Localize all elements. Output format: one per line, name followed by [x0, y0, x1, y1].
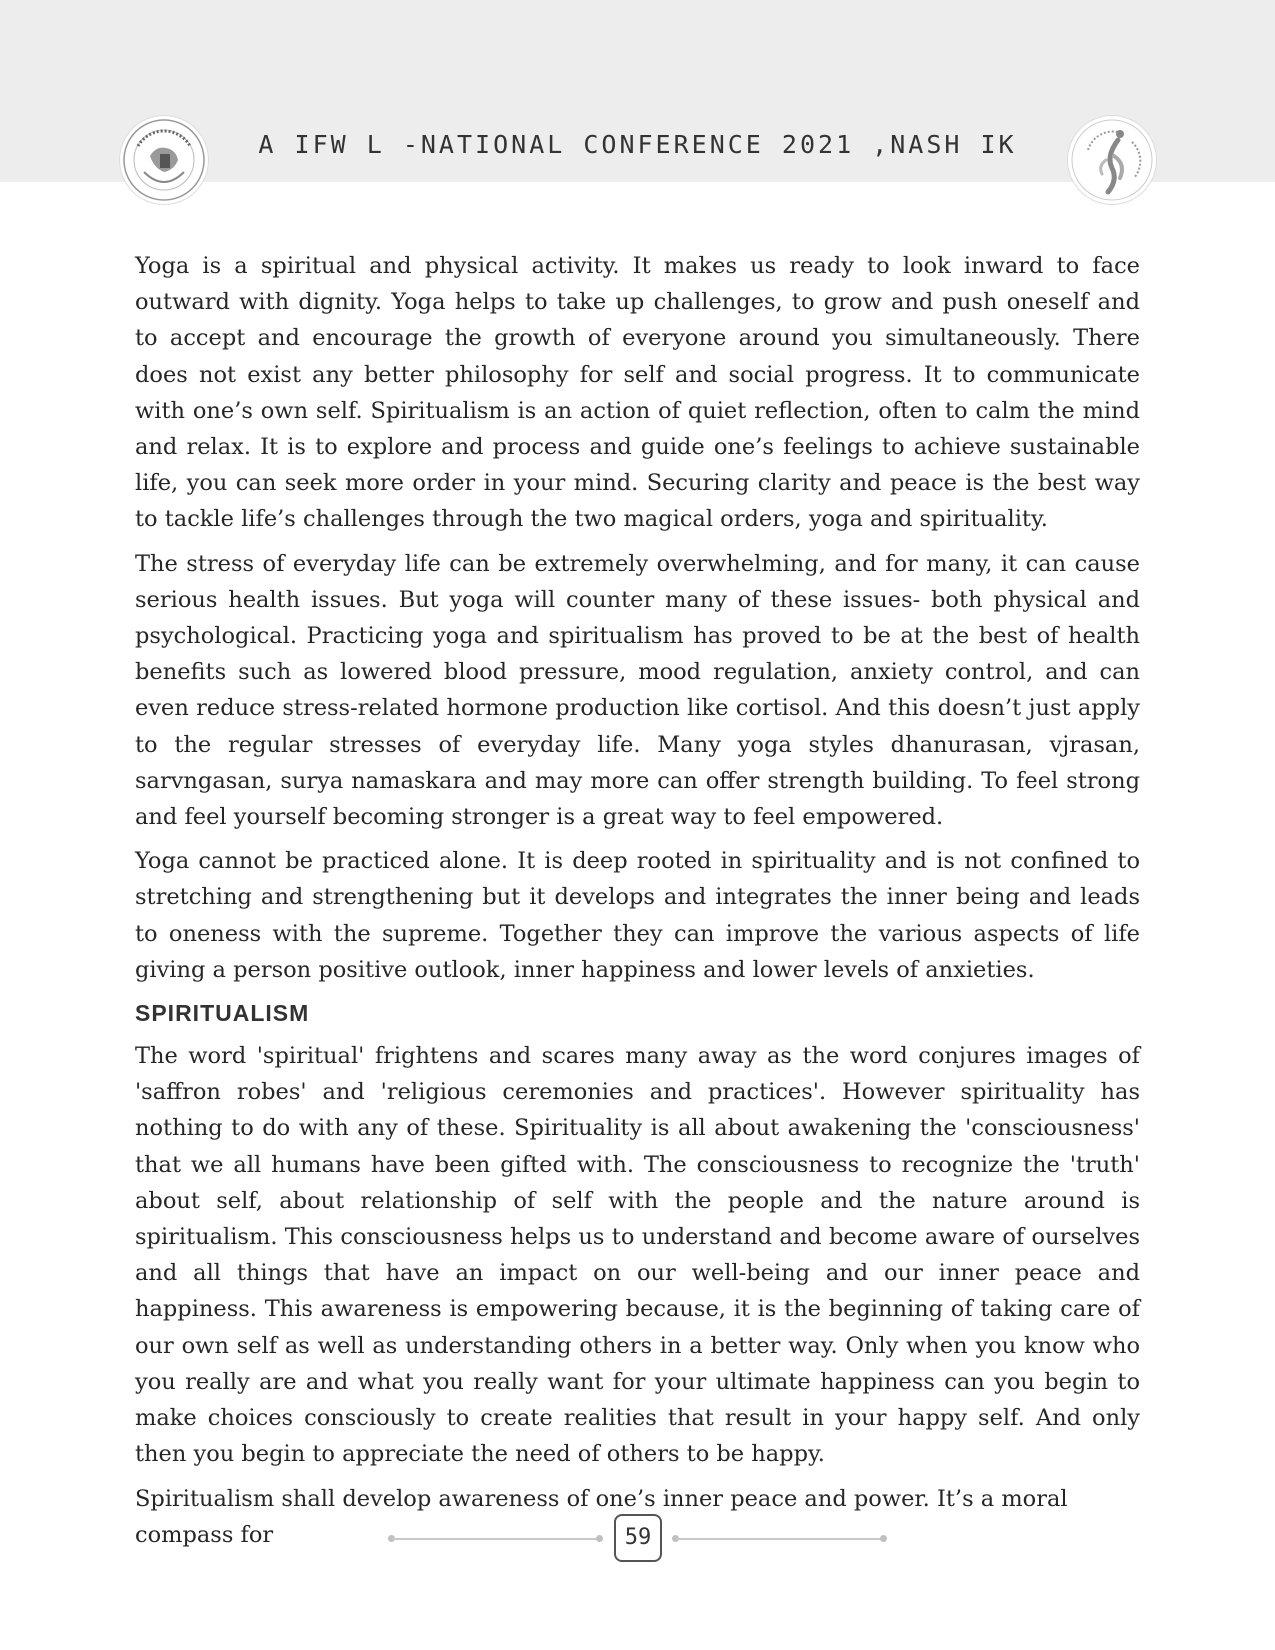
footer-rule-right	[676, 1538, 884, 1540]
article-body	[135, 248, 1140, 1561]
page-footer	[0, 1514, 1275, 1564]
footer-ornament-dot	[880, 1535, 887, 1542]
paragraph: Spiritualism shall develop awareness of one’s inner peace and power. It’s a moral compass for	[135, 1485, 1068, 1548]
conference-title: A IFW L -NATIONAL CONFERENCE 2021 ,NASH IK	[258, 130, 1017, 159]
paragraph: The stress of everyday life can be extremely overwhelming, and for many, it can cause serious health issues. But yoga will counter many of these issues- both physical and psychological. Practicing yoga and spiritualism has proved to be at the best of health benefits such as lowered blood pressure, mood regulation, anxiety control, and can even reduce stress-related hormone production like cortisol. And this doesn’t just apply to the regular stresses of everyday life. Many yoga styles dhanurasan, vjrasan, sarvngasan, surya namaskara and may more can offer strength building. To feel strong and feel yourself becoming stronger is a great way to feel empowered.	[135, 550, 1140, 831]
paragraph: Yoga is a spiritual and physical activity. It makes us ready to look inward to face outward with dignity. Yoga helps to take up challenges, to grow and push oneself and to accept and encourage the growth of everyone around you simultaneously. There does not exist any better philosophy for self and social progress. It to communicate with one’s own self. Spiritualism is an action of quiet reflection, often to calm the mind and relax. It is to explore and process and guide one’s feelings to achieve sustainable life, you can seek more order in your mind. Securing clarity and peace is the best way to tackle life’s challenges through the two magical orders, yoga and spirituality.	[135, 253, 1140, 533]
paragraph: The word 'spiritual' frightens and scares many away as the word conjures images of 'saffron robes' and 'religious ceremonies and practices'. However spirituality has nothing to do with any of these. Spirituality is all about awakening the 'consciousness' that we all humans have been gifted with. The consciousness to recognize the 'truth' about self, about relationship of self with the people and the nature around is spiritualism. This consciousness helps us to understand and become aware of ourselves and all things that have an impact on our well-being and our inner peace and happiness. This awareness is empowering because, it is the beginning of taking care of our own self as well as understanding others in a better way. Only when you know who you really are and what you really want for your ultimate happiness can you begin to make choices consciously to create realities that result in your happy self. And only then you begin to appreciate the need of others to be happy.	[135, 1043, 1140, 1468]
paragraph: Yoga cannot be practiced alone. It is deep rooted in spirituality and is not confined to stretching and strengthening but it develops and integrates the inner being and leads to oneness with the supreme. Together they can improve the various aspects of life giving a person positive outlook, inner happiness and lower levels of anxieties.	[135, 848, 1140, 983]
page-number: 59	[614, 1514, 662, 1562]
footer-rule-left	[392, 1538, 600, 1540]
section-heading: SPIRITUALISM	[135, 1000, 310, 1027]
footer-ornament-dot	[596, 1535, 603, 1542]
strong-woman-logo-icon	[1068, 116, 1156, 204]
